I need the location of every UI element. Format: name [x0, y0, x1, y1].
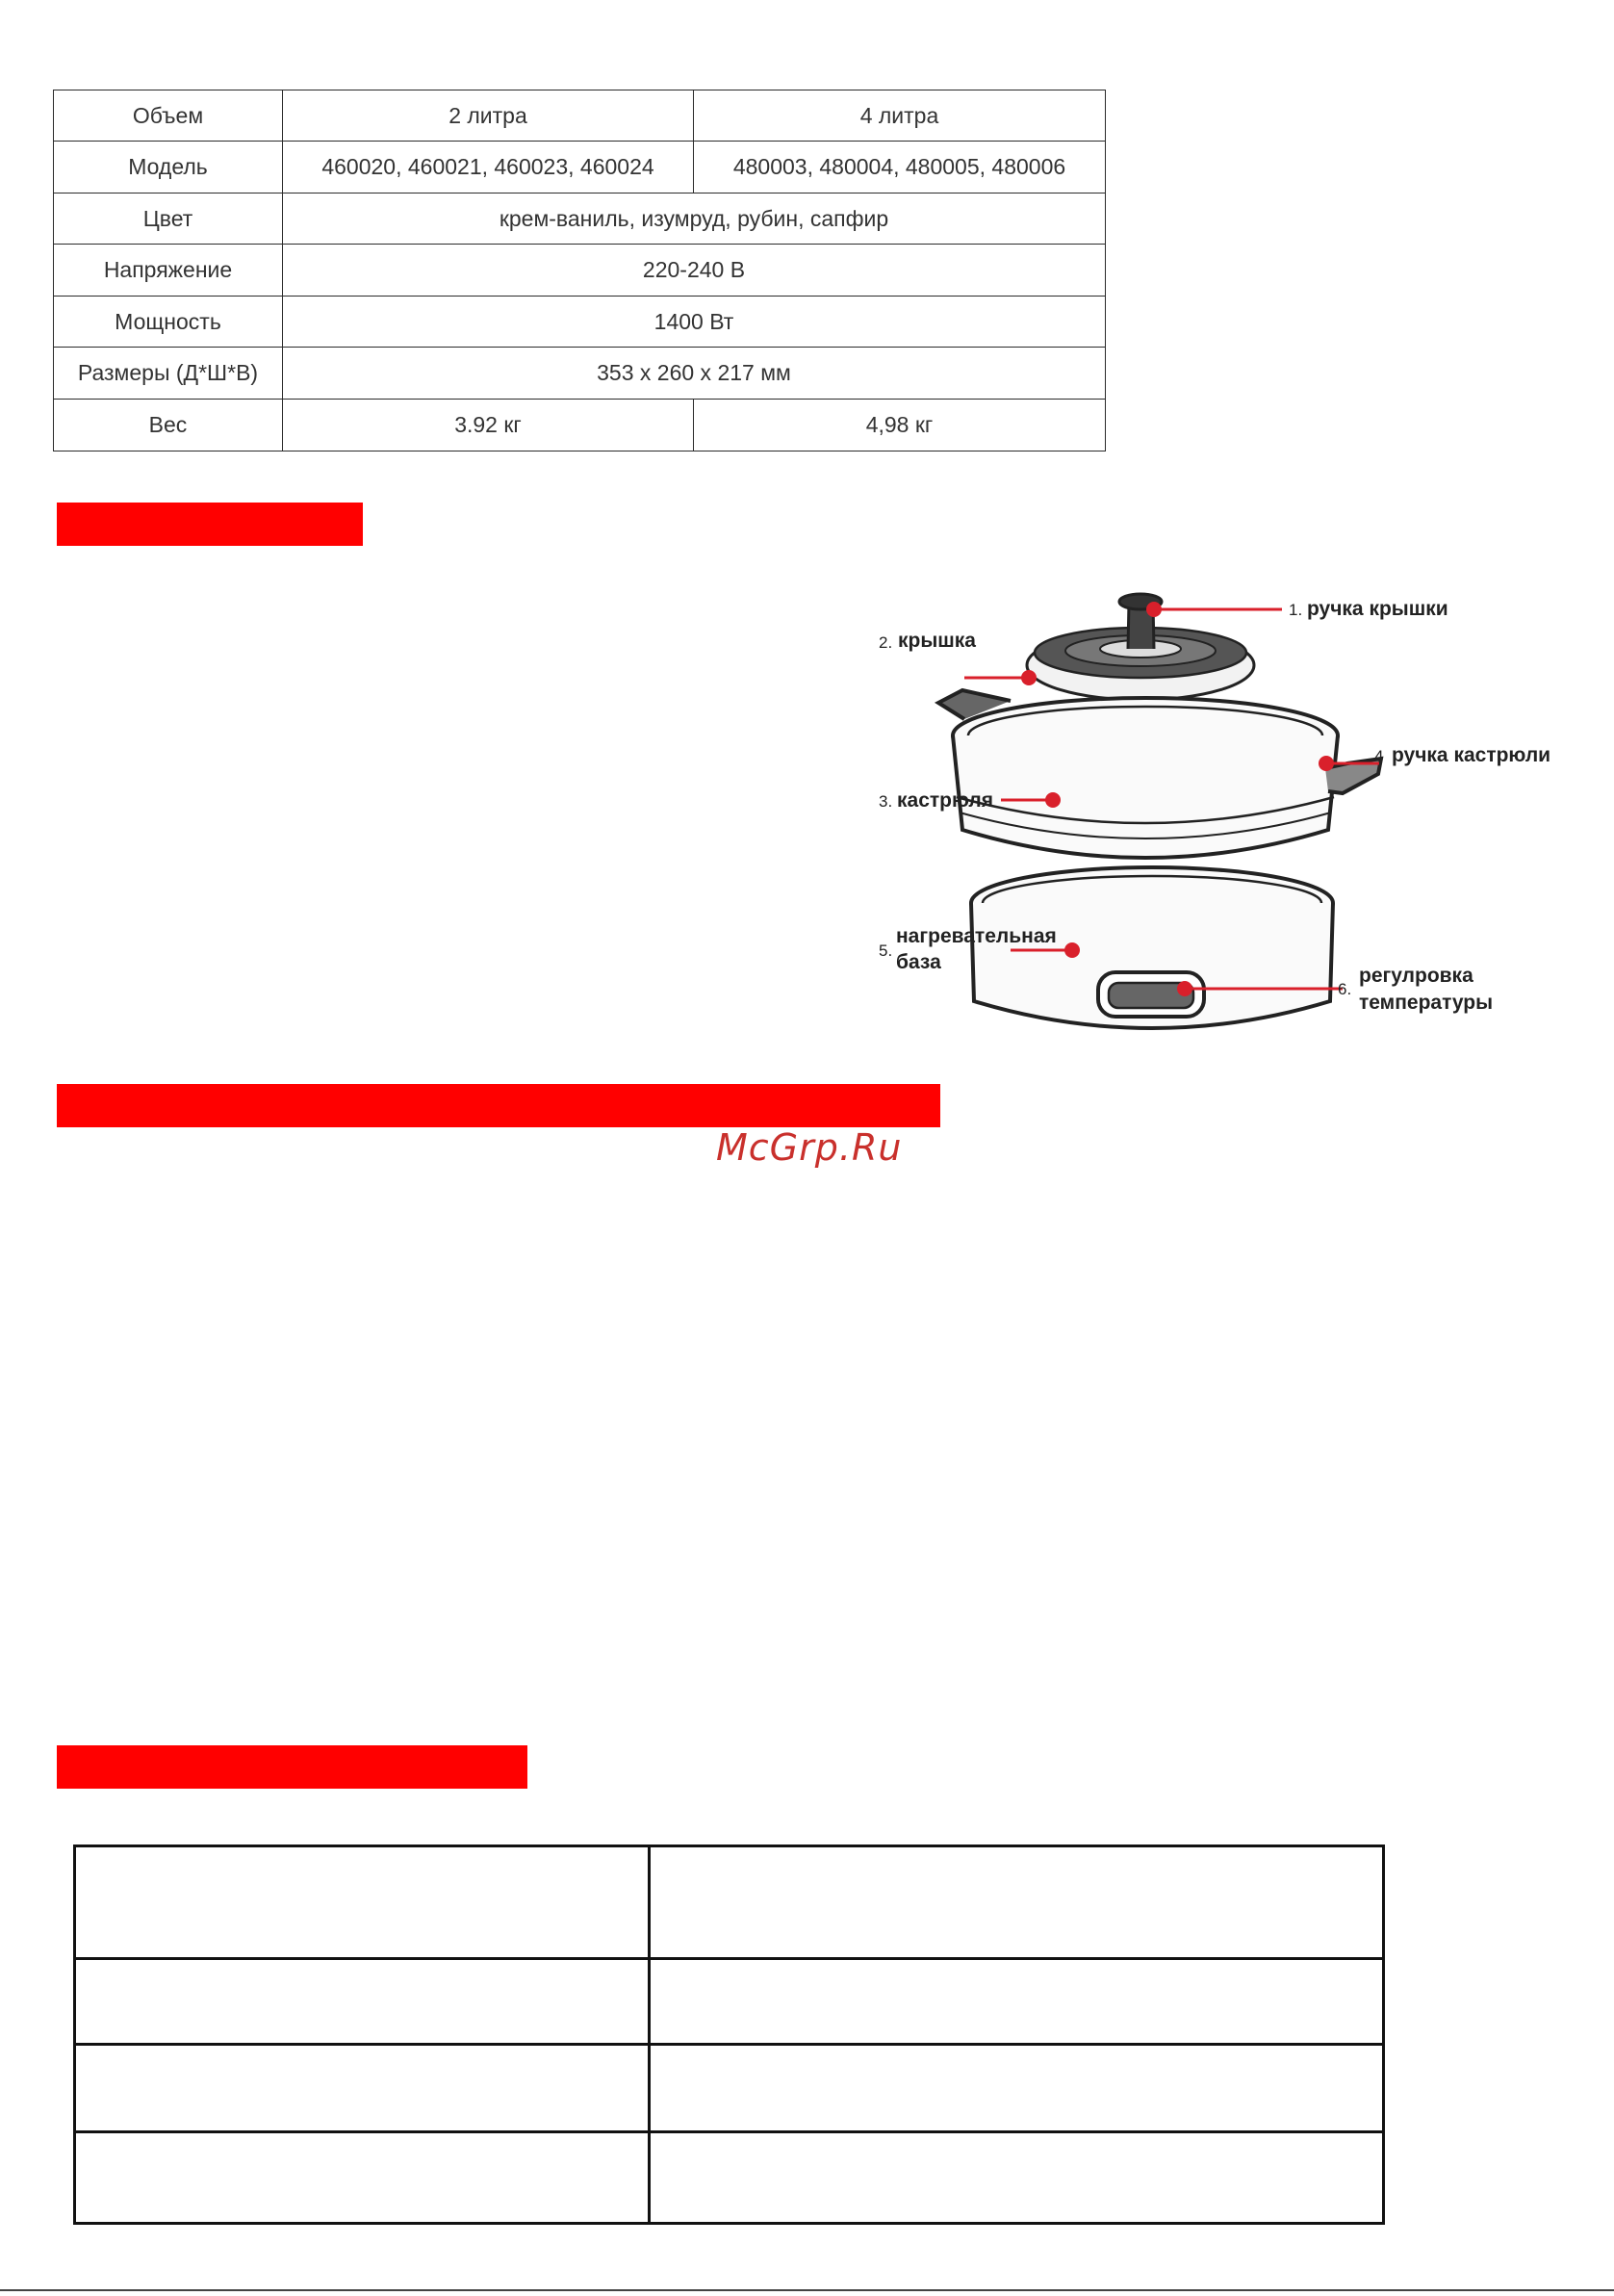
color-label: Цвет: [54, 193, 283, 245]
power-value: 1400 Вт: [283, 297, 1106, 348]
table-row: [75, 2045, 1384, 2132]
label-5-text: нагревательная: [896, 925, 1057, 947]
power-label: Мощность: [54, 297, 283, 348]
section-heading-bar-3: [57, 1745, 527, 1789]
label-5-text-line2: база: [896, 951, 941, 973]
dimensions-label: Размеры (Д*Ш*В): [54, 348, 283, 400]
label-3-number: 3.: [879, 792, 893, 811]
section-heading-bar-2: [57, 1084, 940, 1127]
empty-table: [73, 1845, 1385, 2225]
label-2-number: 2.: [879, 633, 893, 652]
table-cell: [75, 2132, 650, 2224]
model-4l: 480003, 480004, 480005, 480006: [694, 142, 1106, 193]
voltage-label: Напряжение: [54, 245, 283, 297]
table-cell: [75, 1846, 650, 1959]
slow-cooker-illustration: [938, 594, 1384, 1028]
volume-2l: 2 литра: [283, 90, 694, 142]
table-row: [54, 297, 1106, 348]
dimensions-value: 353 х 260 х 217 мм: [283, 348, 1106, 400]
label-5-number: 5.: [879, 942, 893, 960]
table-row: [54, 245, 1106, 297]
table-row: [75, 1959, 1384, 2045]
label-3-text: кастрюля: [897, 789, 993, 812]
weight-label: Вес: [54, 400, 283, 451]
table-cell: [650, 1959, 1384, 2045]
section-heading-bar-1: [57, 503, 363, 546]
table-row: [54, 193, 1106, 245]
label-6-number: 6.: [1338, 980, 1352, 998]
model-label: Модель: [54, 142, 283, 193]
label-6-text: регулровка: [1359, 965, 1473, 987]
table-row: [54, 142, 1106, 193]
table-row: [75, 1846, 1384, 1959]
volume-4l: 4 литра: [694, 90, 1106, 142]
watermark: McGrp.Ru: [716, 1126, 903, 1169]
voltage-value: 220-240 В: [283, 245, 1106, 297]
label-1-text: ручка крышки: [1307, 598, 1448, 620]
color-value: крем-ваниль, изумруд, рубин, сапфир: [283, 193, 1106, 245]
table-cell: [650, 2045, 1384, 2132]
bottom-rule: [0, 2289, 1614, 2291]
table-row: [54, 400, 1106, 451]
specifications-table: [53, 90, 1106, 451]
model-2l: 460020, 460021, 460023, 460024: [283, 142, 694, 193]
volume-label: Объем: [54, 90, 283, 142]
label-4-number: 4: [1374, 747, 1384, 765]
weight-4l: 4,98 кг: [694, 400, 1106, 451]
table-cell: [650, 1846, 1384, 1959]
table-cell: [75, 2045, 650, 2132]
label-6-text-line2: температуры: [1359, 992, 1494, 1014]
product-parts-diagram: [847, 578, 1569, 1049]
table-row: [54, 90, 1106, 142]
label-1-number: 1.: [1289, 601, 1303, 619]
table-cell: [75, 1959, 650, 2045]
label-2-text: крышка: [898, 630, 976, 652]
weight-2l: 3.92 кг: [283, 400, 694, 451]
table-row: [54, 348, 1106, 400]
table-row: [75, 2132, 1384, 2224]
table-cell: [650, 2132, 1384, 2224]
label-4-text: ручка кастрюли: [1392, 744, 1551, 766]
